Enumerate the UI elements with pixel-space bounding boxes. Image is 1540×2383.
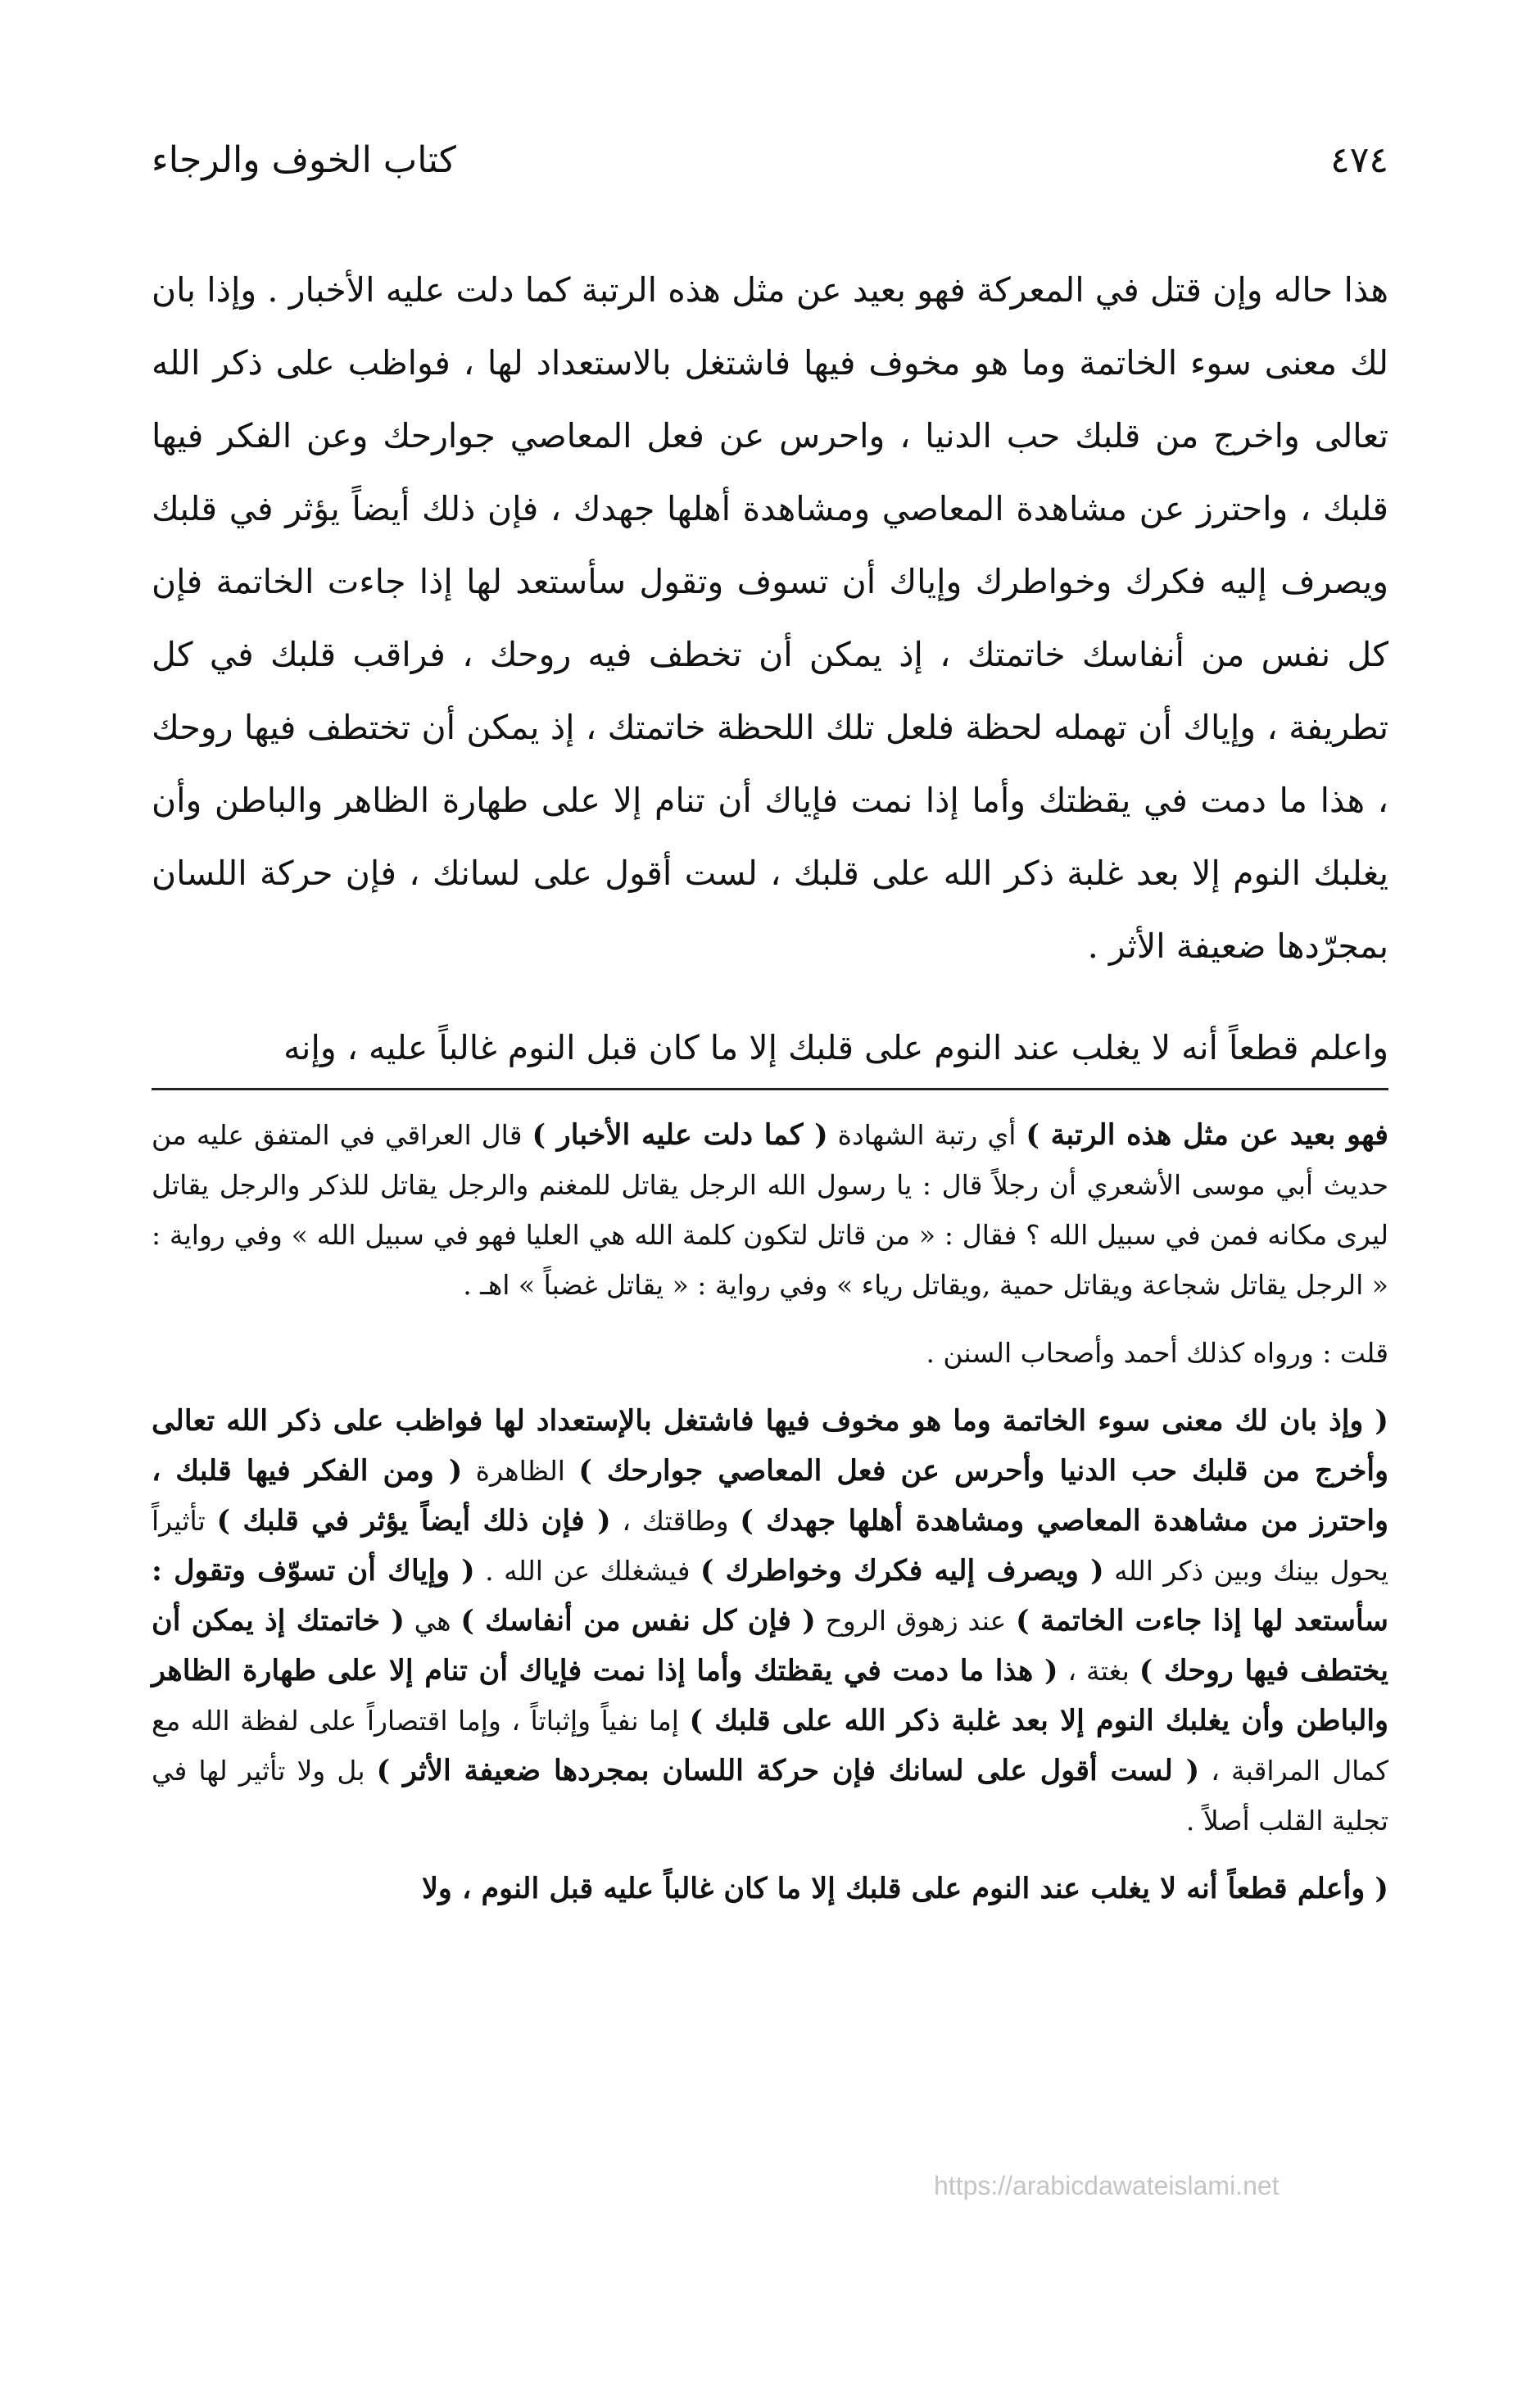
quoted-text: ( وإذ بان لك معنى سوء الخاتمة وما هو مخوف فيها فاشتغل بالإستعداد لها فواظب على ذكر الله تعالى وأخرج من قلبك حب الدنيا وأحرس عن فعل المعاصي جوارحك )	[152, 1404, 1388, 1488]
commentary-paragraph-4	[152, 1864, 1388, 1914]
quoted-text: ( ومن الفكر فيها قلبك ، واحترز من مشاهدة المعاصي ومشاهدة أهلها جهدك )	[152, 1454, 1389, 1538]
commentary-text: إما نفياً وإثباتاً ، وإما اقتصاراً على لفظة الله مع كمال المراقبة ،	[152, 1705, 1389, 1787]
commentary-paragraph-3	[152, 1396, 1388, 1846]
main-paragraph-1: هذا حاله وإن قتل في المعركة فهو بعيد عن مثل هذه الرتبة كما دلت عليه الأخبار . وإذا بان لك معنى سوء الخاتمة وما هو مخوف فيها فاشتغل بالاستعداد لها ، فواظب على ذكر الله تعالى واخرج من قلبك حب الدنيا ، واحرس عن فعل المعاصي جوارحك وعن الفكر فيها قلبك ، واحترز عن مشاهدة المعاصي ومشاهدة أهلها جهدك ، فإن ذلك أيضاً يؤثر في قلبك ويصرف إليه فكرك وخواطرك وإياك أن تسوف وتقول سأستعد لها إذا جاءت الخاتمة فإن كل نفس من أنفاسك خاتمتك ، إذ يمكن أن تخطف فيه روحك ، فراقب قلبك في كل تطريفة ، وإياك أن تهمله لحظة فلعل تلك اللحظة خاتمتك ، إذ يمكن أن تختطف فيها روحك ، هذا ما دمت في يقظتك وأما إذا نمت فإياك أن تنام إلا على طهارة الظاهر والباطن وأن يغلبك النوم إلا بعد غلبة ذكر الله على قلبك ، لست أقول على لسانك ، فإن حركة اللسان بمجرّدها ضعيفة الأثر .	[152, 270, 1388, 966]
quoted-text: فهو بعيد عن مثل هذه الرتبة )	[1026, 1118, 1388, 1152]
page-header	[152, 139, 1388, 197]
commentary-text: عند زهوق الروح	[815, 1605, 1016, 1637]
commentary-text: وطاقتك ،	[610, 1505, 741, 1537]
commentary-text: تأثيراً يحول بينك وبين ذكر الله	[152, 1505, 1388, 1587]
quoted-text: ( ويصرف إليه فكرك وخواطرك )	[700, 1554, 1104, 1588]
quoted-text: ( خاتمتك إذ يمكن أن يختطف فيها روحك )	[152, 1604, 1389, 1688]
main-text	[152, 254, 1388, 1085]
page-number: ٤٧٤	[1330, 139, 1388, 181]
quoted-text: ( لست أقول على لسانك فإن حركة اللسان بمجردها ضعيفة الأثر )	[376, 1754, 1200, 1787]
quoted-text: ( وأعلم قطعاً أنه لا يغلب عند النوم على قلبك إلا ما كان غالباً عليه قبل النوم ، ولا	[421, 1872, 1388, 1905]
quoted-text: ( كما دلت عليه الأخبار )	[532, 1118, 828, 1152]
commentary-text: قال العراقي في المتفق عليه من حديث أبي موسى الأشعري أن رجلاً قال : يا رسول الله الرجل يقاتل للمغنم والرجل يقاتل للذكر والرجل يقاتل ليرى مكانه فمن في سبيل الله ؟ فقال : « من قاتل لتكون كلمة الله هي العليا فهو في سبيل الله » وفي رواية : « الرجل يقاتل شجاعة ويقاتل حمية ,ويقاتل رياء » وفي رواية : « يقاتل غضباً » اهـ .	[152, 1119, 1388, 1301]
quoted-text: ( هذا ما دمت في يقظتك وأما إذا نمت فإياك أن تنام إلا على طهارة الظاهر والباطن وأن يغلبك النوم إلا بعد غلبة ذكر الله على قلبك )	[152, 1654, 1388, 1737]
quoted-text: ( فإن كل نفس من أنفاسك )	[460, 1604, 816, 1638]
commentary-text: فيشغلك عن الله .	[474, 1555, 700, 1587]
running-title: كتاب الخوف والرجاء	[152, 139, 456, 181]
quoted-text: ( وإياك أن تسوّف وتقول : سأستعد لها إذا جاءت الخاتمة )	[152, 1554, 1389, 1638]
quoted-text: ( فإن ذلك أيضاً يؤثر في قلبك )	[216, 1504, 611, 1538]
main-paragraph-2: واعلم قطعاً أنه لا يغلب عند النوم على قلبك إلا ما كان قبل النوم غالباً عليه ، وإنه	[283, 1028, 1388, 1067]
commentary-paragraph-2: قلت : ورواه كذلك أحمد وأصحاب السنن .	[926, 1337, 1388, 1369]
commentary-text: بغتة ،	[1058, 1655, 1139, 1687]
commentary-paragraph-1	[152, 1110, 1388, 1310]
watermark-url: https://arabicdawateislami.net	[934, 2171, 1280, 2200]
commentary	[152, 1110, 1388, 1914]
commentary-text: أي رتبة الشهادة	[827, 1119, 1026, 1151]
commentary-text: الظاهرة	[462, 1455, 579, 1487]
footnote-divider	[152, 1088, 1388, 1090]
commentary-text: هي	[404, 1605, 461, 1637]
commentary-text: بل ولا تأثير لها في تجلية القلب أصلاً .	[152, 1755, 1388, 1837]
